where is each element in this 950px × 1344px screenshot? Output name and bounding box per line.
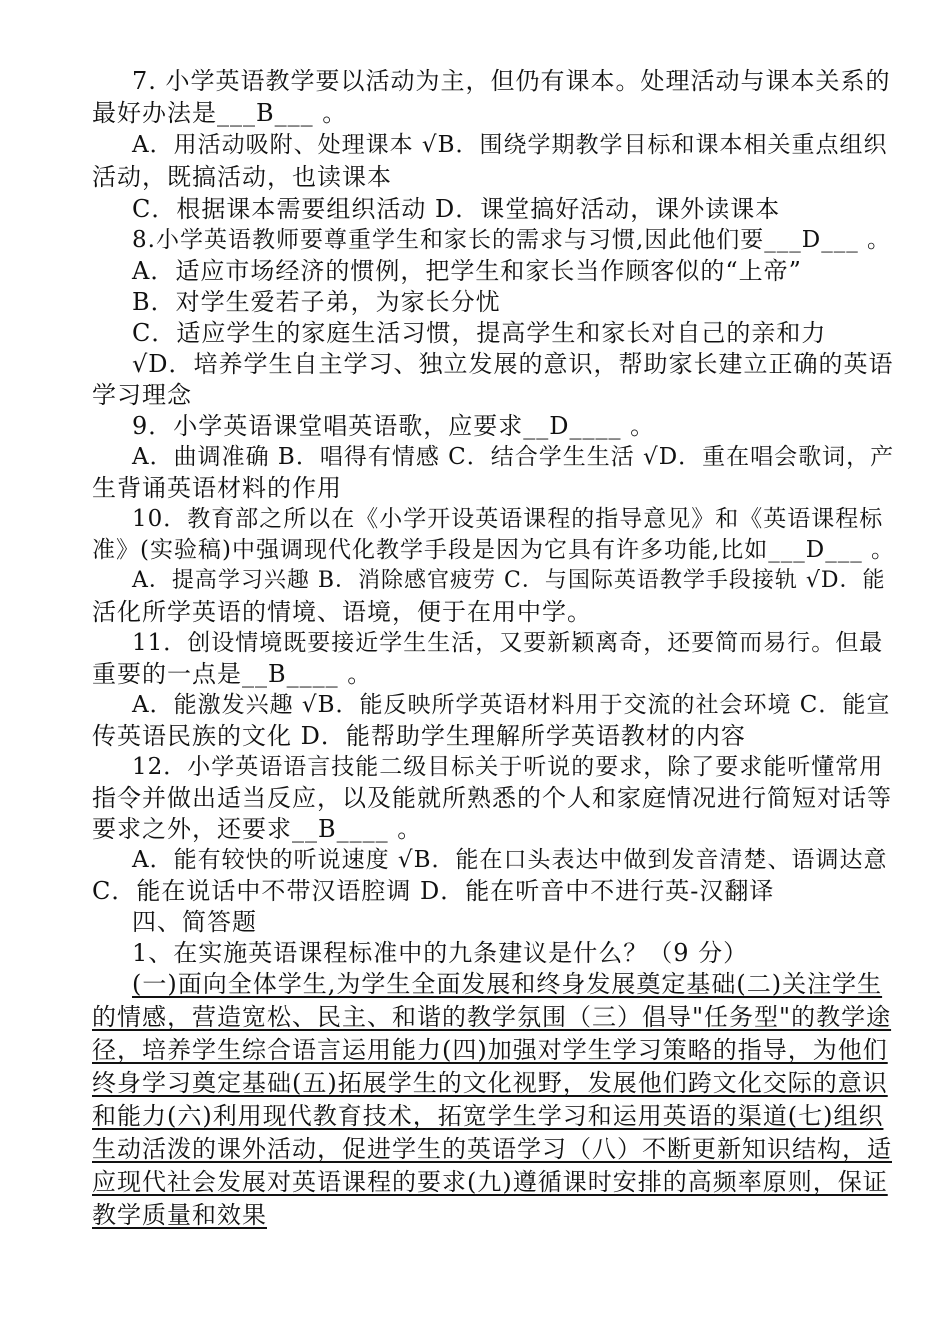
q10-stem-line2: 准》(实验稿)中强调现代化教学手段是因为它具有许多功能,比如___D___ 。 [92, 537, 896, 563]
q10-stem-line1: 10．教育部之所以在《小学开设英语课程的指导意见》和《英语课程标 [132, 506, 884, 532]
short-answer-q1: 1、在实施英语课程标准中的九条建议是什么？（9 分） [132, 939, 749, 967]
q12-stem-line2: 指令并做出适当反应，以及能就所熟悉的个人和家庭情况进行简短对话等 [92, 784, 892, 812]
q10-options-line1: A．提高学习兴趣 B．消除感官疲劳 C．与国际英语教学手段接轨 √D．能 [132, 568, 886, 593]
q7-options-line3: C．根据课本需要组织活动 D．课堂搞好活动，课外读课本 [132, 195, 781, 223]
answer-line8: 教学质量和效果 [92, 1201, 267, 1229]
answer-line6: 生动活泼的课外活动，促进学生的英语学习（八）不断更新知识结构，适 [92, 1135, 892, 1163]
q12-stem-line3: 要求之外，还要求__B____ 。 [92, 815, 423, 843]
q11-options-line1: A．能激发兴趣 √B．能反映所学英语材料用于交流的社会环境 C．能宣 [132, 692, 891, 718]
q11-stem-line2: 重要的一点是__B____ 。 [92, 660, 373, 688]
q12-options-line1: A．能有较快的听说速度 √B．能在口头表达中做到发音清楚、语调达意 [132, 847, 888, 873]
answer-line7: 应现代社会发展对英语课程的要求(九)遵循课时安排的高频率原则，保证 [92, 1168, 888, 1196]
answer-line3: 径，培养学生综合语言运用能力(四)加强对学生学习策略的指导，为他们 [92, 1036, 888, 1064]
q8-option-c: C．适应学生的家庭生活习惯，提高学生和家长对自己的亲和力 [132, 319, 827, 347]
q10-options-line2: 活化所学英语的情境、语境，便于在用中学。 [92, 598, 592, 626]
q8-option-a: A．适应市场经济的惯例，把学生和家长当作顾客似的“上帝” [132, 257, 802, 285]
q12-options-line2: C．能在说话中不带汉语腔调 D．能在听音中不进行英-汉翻译 [92, 877, 775, 905]
q7-stem-line2: 最好办法是___B___ 。 [92, 99, 348, 127]
q12-stem-line1: 12．小学英语语言技能二级目标关于听说的要求，除了要求能听懂常用 [132, 754, 884, 780]
q8-option-d-line1: √D．培养学生自主学习、独立发展的意识，帮助家长建立正确的英语 [132, 350, 894, 378]
q8-stem: 8.小学英语教师要尊重学生和家长的需求与习惯,因此他们要___D___ 。 [132, 227, 892, 253]
q11-options-line2: 传英语民族的文化 D．能帮助学生理解所学英语教材的内容 [92, 722, 746, 750]
q8-option-d-line2: 学习理念 [92, 381, 192, 409]
section-heading: 四、简答题 [132, 908, 257, 936]
q9-options-line2: 生背诵英语材料的作用 [92, 474, 342, 502]
q11-stem-line1: 11．创设情境既要接近学生生活，又要新颖离奇，还要简而易行。但最 [132, 630, 884, 656]
q7-options-line2: 活动，既搞活动，也读课本 [92, 163, 392, 191]
answer-line2: 的情感，营造宽松、民主、和谐的教学氛围（三）倡导"任务型"的教学途 [92, 1003, 892, 1031]
answer-line5: 和能力(六)利用现代教育技术，拓宽学生学习和运用英语的渠道(七)组织 [92, 1102, 884, 1130]
answer-line1: (一)面向全体学生,为学生全面发展和终身发展奠定基础(二)关注学生 [132, 970, 883, 998]
q9-options-line1: A．曲调准确 B．唱得有情感 C．结合学生生活 √D．重在唱会歌词，产 [132, 444, 895, 470]
answer-line4: 终身学习奠定基础(五)拓展学生的文化视野，发展他们跨文化交际的意识 [92, 1069, 888, 1097]
q7-stem-line1: 7. 小学英语教学要以活动为主，但仍有课本。处理活动与课本关系的 [132, 67, 891, 95]
q8-option-b: B．对学生爱若子弟，为家长分忧 [132, 288, 501, 316]
q9-stem: 9．小学英语课堂唱英语歌，应要求__D____ 。 [132, 412, 656, 440]
q7-options-line1: A．用活动吸附、处理课本 √B．围绕学期教学目标和课本相关重点组织 [132, 132, 888, 158]
